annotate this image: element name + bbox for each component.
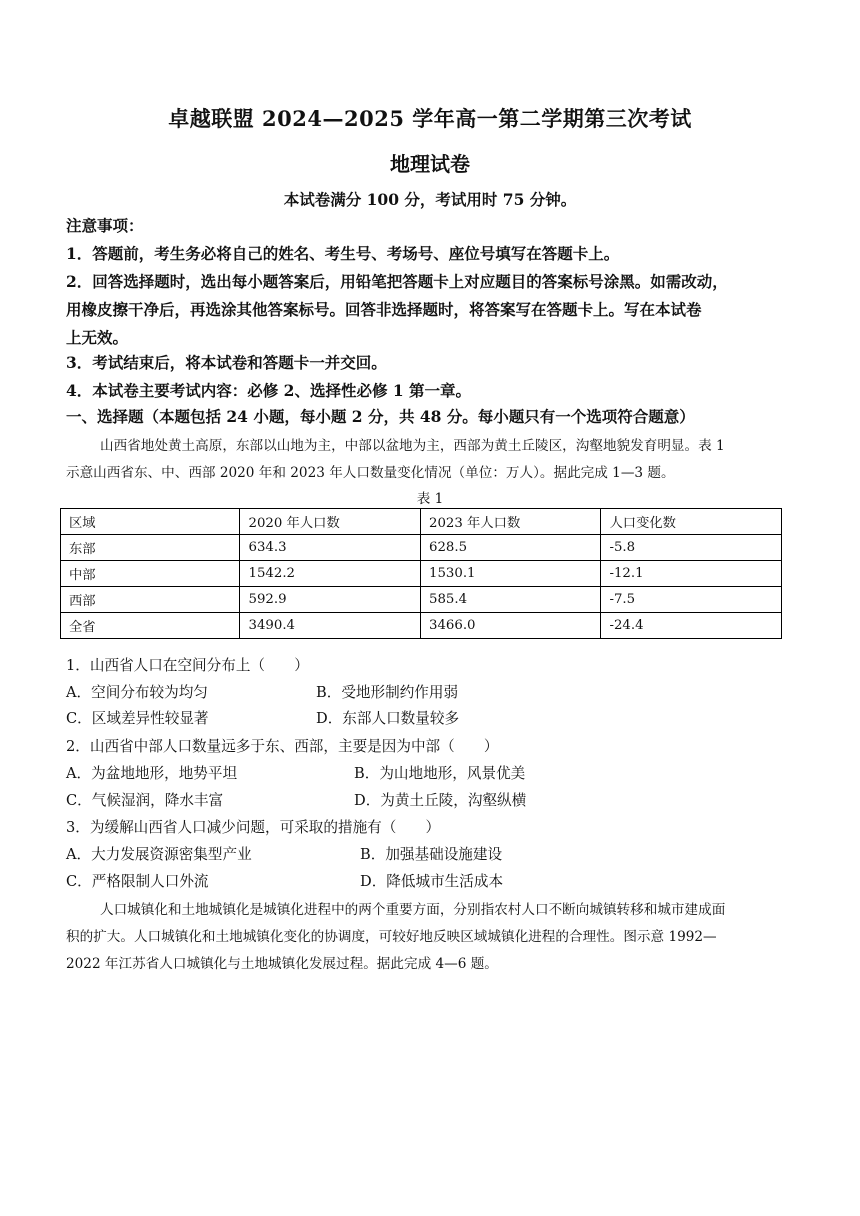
- question-3-stem: 3．为缓解山西省人口减少问题，可采取的措施有（ ）: [66, 819, 441, 836]
- question-1-option-c: C．区域差异性较显著: [66, 710, 209, 727]
- notice-item-2-line-2: 用橡皮擦干净后，再选涂其他答案标号。回答非选择题时，将答案写在答题卡上。写在本试卷: [66, 300, 702, 319]
- notice-item-2-line-1: 2．回答选择题时，选出每小题答案后，用铅笔把答题卡上对应题目的答案标号涂黑。如需改动，: [66, 272, 728, 291]
- notice-item-1: 1．答题前，考生务必将自己的姓名、考生号、考场号、座位号填写在答题卡上。: [66, 244, 620, 263]
- question-2-option-d: D．为黄土丘陵，沟壑纵横: [354, 792, 527, 809]
- question-1-option-b: B．受地形制约作用弱: [316, 684, 459, 701]
- table-caption: 表 1: [416, 491, 444, 507]
- table-cell: -24.4: [601, 613, 782, 639]
- question-3-option-a: A．大力发展资源密集型产业: [66, 846, 252, 863]
- table-cell: 3466.0: [420, 613, 601, 639]
- question-2-option-c: C．气候湿润，降水丰富: [66, 792, 224, 809]
- table-cell: 西部: [61, 587, 240, 613]
- question-1-option-d: D．东部人口数量较多: [316, 710, 460, 727]
- table-cell: -7.5: [601, 587, 782, 613]
- table-cell: 1542.2: [240, 561, 421, 587]
- table-cell: 中部: [61, 561, 240, 587]
- table-header-cell: 人口变化数: [601, 509, 782, 535]
- table-cell: 592.9: [240, 587, 421, 613]
- question-3-option-b: B．加强基础设施建设: [360, 846, 503, 863]
- table-cell: 1530.1: [420, 561, 601, 587]
- passage-1-line-1: 山西省地处黄土高原，东部以山地为主，中部以盆地为主，西部为黄土丘陵区，沟壑地貌发育明显。表 1: [100, 438, 725, 454]
- table-cell: -12.1: [601, 561, 782, 587]
- question-2-option-b: B．为山地地形，风景优美: [354, 765, 526, 782]
- table-row: [61, 613, 782, 639]
- table-cell: 634.3: [240, 535, 421, 561]
- subject-title: 地理试卷: [390, 152, 470, 176]
- exam-info: 本试卷满分 100 分，考试用时 75 分钟。: [283, 190, 577, 209]
- exam-title: 卓越联盟 2024—2025 学年高一第二学期第三次考试: [168, 106, 692, 131]
- notice-heading: 注意事项：: [66, 216, 144, 235]
- notice-item-3: 3．考试结束后，将本试卷和答题卡一并交回。: [66, 353, 387, 372]
- question-1-option-a: A．空间分布较为均匀: [66, 684, 208, 701]
- table-cell: 全省: [61, 613, 240, 639]
- table-row: [61, 535, 782, 561]
- question-2-stem: 2．山西省中部人口数量远多于东、西部，主要是因为中部（ ）: [66, 738, 499, 755]
- section-1-heading: 一、选择题（本题包括 24 小题，每小题 2 分，共 48 分。每小题只有一个选项符合题意）: [66, 407, 695, 426]
- passage-2-line-3: 2022 年江苏省人口城镇化与土地城镇化发展过程。据此完成 4—6 题。: [66, 956, 498, 972]
- passage-1-line-2: 示意山西省东、中、西部 2020 年和 2023 年人口数量变化情况（单位：万人）。据此完成 1—3 题。: [66, 465, 675, 481]
- table-header-cell: 2023 年人口数: [420, 509, 601, 535]
- question-2-option-a: A．为盆地地形，地势平坦: [66, 765, 238, 782]
- table-row: [61, 561, 782, 587]
- table-cell: 3490.4: [240, 613, 421, 639]
- question-3-option-c: C．严格限制人口外流: [66, 873, 209, 890]
- table-row: [61, 587, 782, 613]
- table-cell: -5.8: [601, 535, 782, 561]
- table-cell: 东部: [61, 535, 240, 561]
- table-cell: 585.4: [420, 587, 601, 613]
- table-cell: 628.5: [420, 535, 601, 561]
- table-header-cell: 2020 年人口数: [240, 509, 421, 535]
- passage-2-line-2: 积的扩大。人口城镇化和土地城镇化变化的协调度，可较好地反映区域城镇化进程的合理性。图示意 1992—: [66, 929, 717, 945]
- question-3-option-d: D．降低城市生活成本: [360, 873, 504, 890]
- population-table: [60, 508, 782, 639]
- passage-2-line-1: 人口城镇化和土地城镇化是城镇化进程中的两个重要方面，分别指农村人口不断向城镇转移和城市建成面: [100, 902, 726, 918]
- question-1-stem: 1．山西省人口在空间分布上（ ）: [66, 657, 309, 674]
- notice-item-4: 4．本试卷主要考试内容：必修 2、选择性必修 1 第一章。: [66, 381, 472, 400]
- notice-item-2-line-3: 上无效。: [66, 328, 129, 347]
- table-header-cell: 区域: [61, 509, 240, 535]
- table-header-row: [61, 509, 782, 535]
